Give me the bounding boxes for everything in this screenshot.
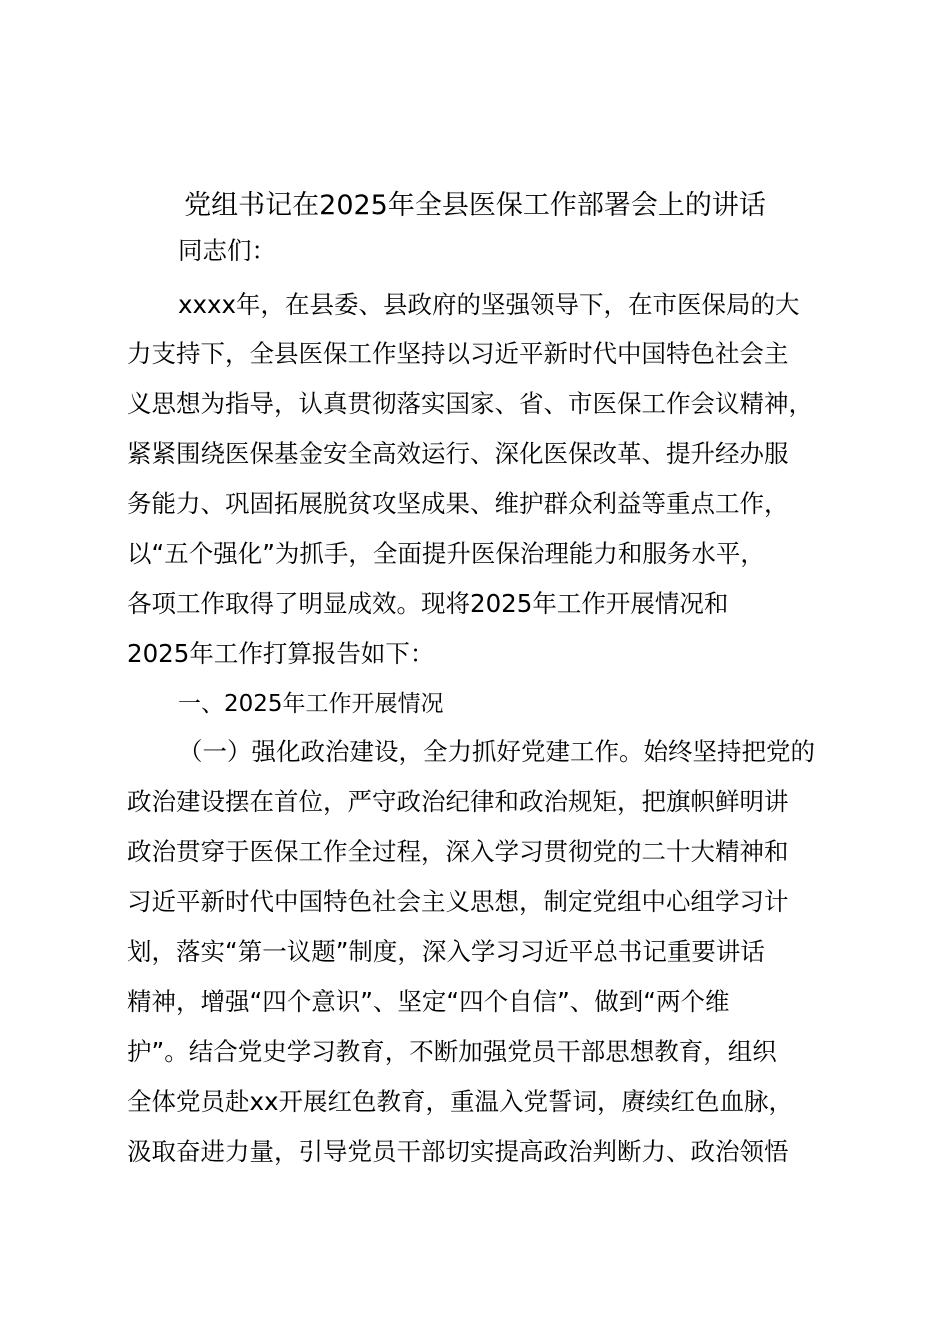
- paragraph-line: （一）强化政治建设，全力抓好党建工作。始终坚持把党的: [178, 737, 815, 766]
- paragraph-line: 划，落实“第一议题”制度，深入学习习近平总书记重要讲话: [127, 937, 765, 966]
- paragraph-line: xxxx年，在县委、县政府的坚强领导下，在市医保局的大: [178, 290, 800, 319]
- paragraph-line: 精神，增强“四个意识”、坚定“四个自信”、做到“两个维: [127, 987, 730, 1016]
- paragraph-line: 务能力、巩固拓展脱贫攻坚成果、维护群众利益等重点工作，: [127, 489, 789, 518]
- section-heading: 一、2025年工作开展情况: [178, 691, 444, 717]
- paragraph-line: 各项工作取得了明显成效。现将2025年工作开展情况和: [127, 589, 729, 618]
- paragraph-line: 政治建设摆在首位，严守政治纪律和政治规矩，把旗帜鲜明讲: [127, 787, 789, 816]
- paragraph-line: 汲取奋进力量，引导党员干部切实提高政治判断力、政治领悟: [127, 1137, 789, 1166]
- document-title: 党组书记在2025年全县医保工作部署会上的讲话: [184, 190, 766, 221]
- paragraph-line: 政治贯穿于医保工作全过程，深入学习贯彻党的二十大精神和: [127, 837, 789, 866]
- paragraph-line: 习近平新时代中国特色社会主义思想，制定党组中心组学习计: [127, 887, 789, 916]
- paragraph-line: 以“五个强化”为抓手，全面提升医保治理能力和服务水平，: [127, 539, 765, 568]
- paragraph-line: 2025年工作打算报告如下：: [127, 639, 435, 668]
- salutation: 同志们：: [178, 236, 276, 265]
- paragraph-line: 义思想为指导，认真贯彻落实国家、省、市医保工作会议精神，: [127, 389, 813, 418]
- paragraph-line: 护”。结合党史学习教育，不断加强党员干部思想教育，组织: [127, 1037, 777, 1066]
- paragraph-line: 全体党员赴xx开展红色教育，重温入党誓词，赓续红色血脉，: [127, 1087, 793, 1116]
- paragraph-line: 力支持下，全县医保工作坚持以习近平新时代中国特色社会主: [127, 339, 789, 368]
- paragraph-line: 紧紧围绕医保基金安全高效运行、深化医保改革、提升经办服: [127, 439, 789, 468]
